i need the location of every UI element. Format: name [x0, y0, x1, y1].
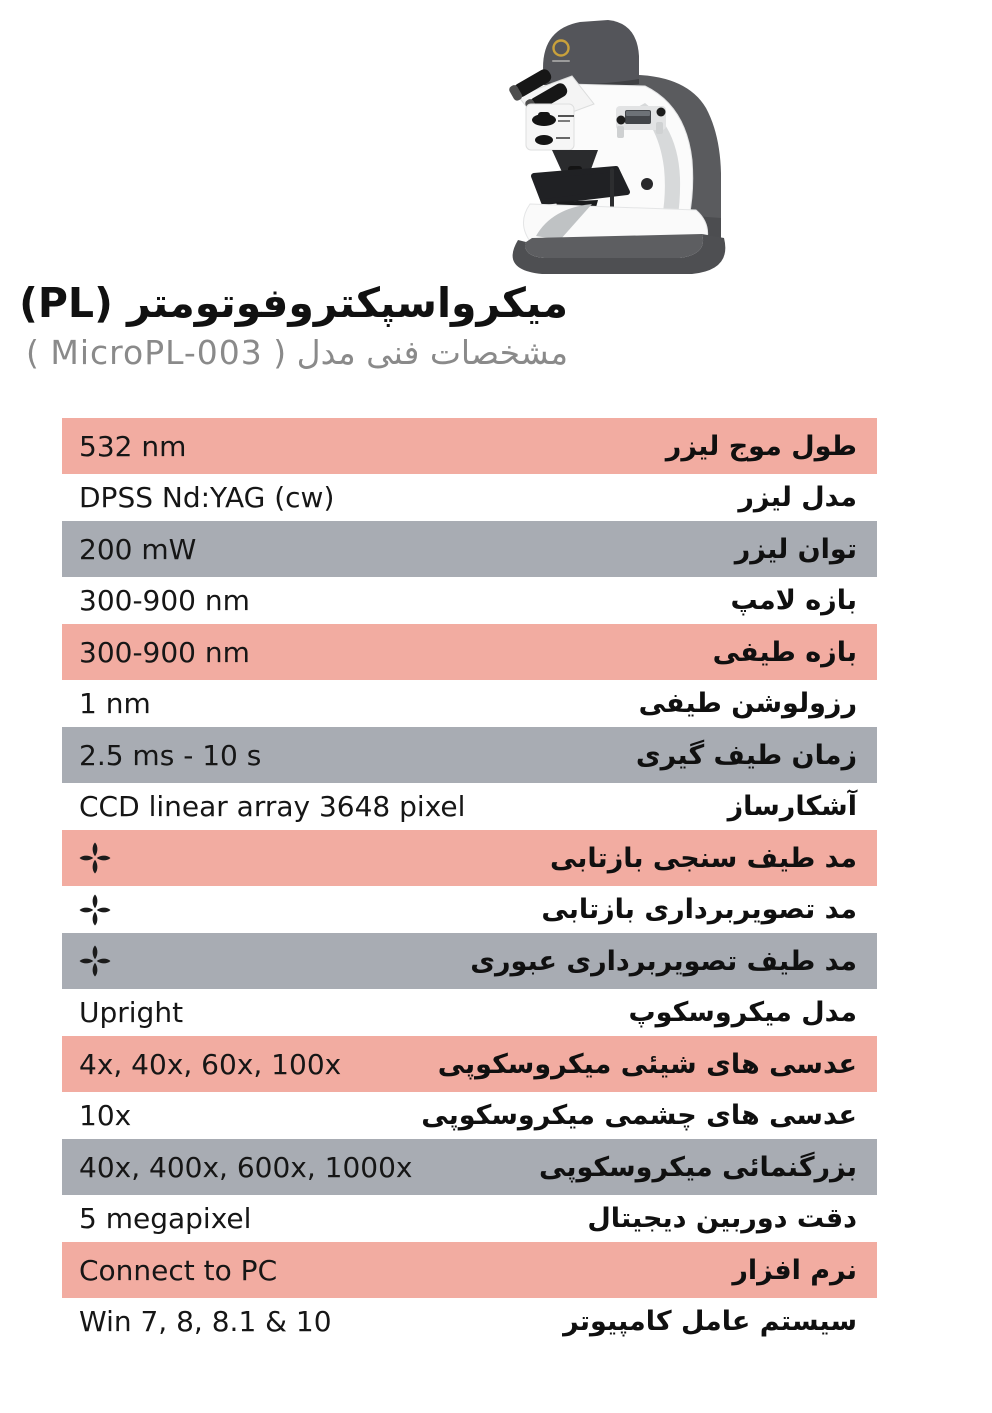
spec-row — [62, 727, 877, 783]
spec-label: سیستم عامل کامپیوتر — [563, 1306, 857, 1337]
spec-label: مدل لیزر — [738, 482, 857, 513]
spec-value: CCD linear array 3648 pixel — [79, 790, 466, 823]
spec-value: 200 mW — [79, 532, 197, 566]
spec-label: دقت دوربین دیجیتال — [587, 1203, 857, 1234]
spec-row — [62, 1092, 877, 1139]
spec-value: 4x, 40x, 60x, 100x — [79, 1047, 342, 1081]
spec-row — [62, 521, 877, 577]
spec-value: 532 nm — [79, 429, 187, 463]
spec-value: 300-900 nm — [79, 635, 250, 669]
page-subtitle: مشخصات فنی مدل ( MicroPL-003 ) — [26, 333, 568, 373]
spec-row — [62, 1139, 877, 1195]
spec-row — [62, 933, 877, 989]
spec-label: زمان طیف گیری — [635, 739, 857, 771]
spec-value: 300-900 nm — [79, 584, 250, 617]
spec-row — [62, 886, 877, 933]
spec-row — [62, 989, 877, 1036]
spec-row — [62, 1298, 877, 1345]
spec-label: مد تصویربرداری بازتابی — [541, 894, 857, 925]
spec-label: مد طیف سنجی بازتابی — [549, 842, 857, 874]
spec-value: Upright — [79, 996, 184, 1029]
spec-value: DPSS Nd:YAG (cw) — [79, 481, 335, 514]
spec-label: عدسی های شیئی میکروسکوپی — [437, 1048, 857, 1080]
spec-label: توان لیزر — [734, 533, 857, 565]
spec-row — [62, 1242, 877, 1298]
spec-label: نرم افزار — [732, 1254, 857, 1286]
spec-value: Connect to PC — [79, 1253, 278, 1287]
spec-value: 1 nm — [79, 687, 151, 720]
spec-value: 2.5 ms - 10 s — [79, 738, 262, 772]
header-block — [19, 280, 568, 372]
spec-row — [62, 624, 877, 680]
spec-label: رزولوشن طیفی — [638, 688, 857, 719]
upright-microscope-illustration — [440, 8, 770, 280]
page-title: میکرواسپکتروفوتومتر (PL) — [19, 279, 568, 327]
spec-row — [62, 474, 877, 521]
spec-label: آشکارساز — [727, 791, 857, 822]
check-flower-icon — [62, 840, 111, 876]
spec-row — [62, 577, 877, 624]
spec-label: بازه طیفی — [712, 636, 857, 668]
four-petal-check-icon — [79, 840, 111, 876]
check-flower-icon — [62, 943, 111, 979]
spec-row — [62, 830, 877, 886]
spec-label: عدسی های چشمی میکروسکوپی — [421, 1100, 857, 1131]
spec-label: طول موج لیزر — [665, 430, 857, 462]
microscope-image — [440, 8, 770, 280]
four-petal-check-icon — [79, 892, 111, 928]
spec-row — [62, 418, 877, 474]
spec-row — [62, 680, 877, 727]
four-petal-check-icon — [79, 943, 111, 979]
spec-row — [62, 1195, 877, 1242]
spec-value: 5 megapixel — [79, 1202, 252, 1235]
spec-value: Win 7, 8, 8.1 & 10 — [79, 1305, 332, 1338]
spec-value: 40x, 400x, 600x, 1000x — [79, 1150, 413, 1184]
spec-label: مدل میکروسکوپ — [628, 997, 857, 1028]
spec-label: بازه لامپ — [730, 585, 857, 616]
spec-label: بزرگنمائی میکروسکوپی — [539, 1151, 857, 1183]
spec-table — [62, 418, 877, 1345]
check-flower-icon — [62, 892, 111, 928]
spec-row — [62, 783, 877, 830]
spec-value: 10x — [79, 1099, 132, 1132]
spec-row — [62, 1036, 877, 1092]
spec-label: مد طیف تصویربرداری عبوری — [470, 945, 857, 977]
